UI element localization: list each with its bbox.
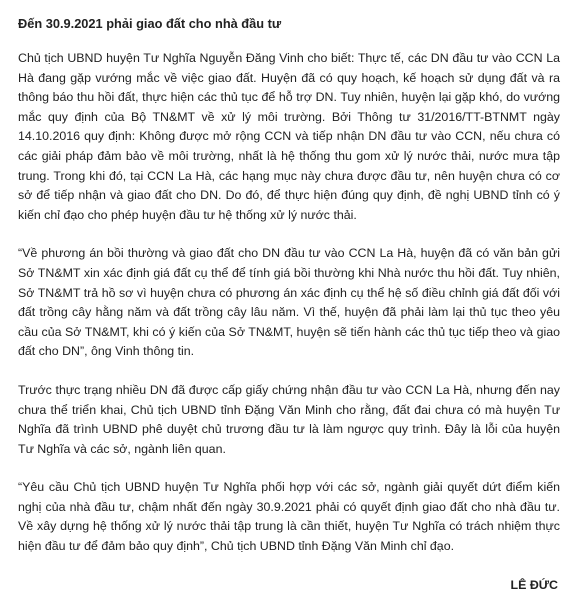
article-paragraph-2: “Về phương án bồi thường và giao đất cho DN đầu tư vào CCN La Hà, huyện đã có văn bản gửi Sở TN&MT xin xác định giá đất cụ thể để tính giá bồi thường khi Nhà nước thu hồi đất. Tuy nhiên, Sở TN&MT trả hồ sơ vì huyện chưa có phương án xác định cụ thể hệ số điều chỉnh giá đất đối với đất trồng cây hằng năm và đất trồng cây lâu năm. Vì thế, huyện đã phải làm lại thủ tục theo yêu cầu của Sở TN&MT, khi có ý kiến của Sở TN&MT, huyện sẽ tiến hành các thủ tục tiếp theo và giao đất cho DN”, ông Vinh thông tin. — [18, 246, 560, 359]
article-paragraph-3: Trước thực trạng nhiều DN đã được cấp giấy chứng nhận đầu tư vào CCN La Hà, nhưng đến nay chưa thể triển khai, Chủ tịch UBND tỉnh Đặng Văn Minh cho rằng, đất đai chưa có mà huyện Tư Nghĩa đã trình UBND phê duyệt chủ trương đầu tư là làm ngược quy trình. Đây là lỗi của huyện Tư Nghĩa và các sở, ngành liên quan. — [18, 382, 560, 456]
author-byline: LÊ ĐỨC — [510, 577, 558, 592]
article-paragraph-4: “Yêu cầu Chủ tịch UBND huyện Tư Nghĩa phối hợp với các sở, ngành giải quyết dứt điểm kiến nghị của nhà đầu tư, chậm nhất đến ngày 30.9.2021 phải có quyết định giao đất cho nhà đầu tư. Về xây dựng hệ thống xử lý nước thải tập trung là cần thiết, huyện Tư Nghĩa có trách nhiệm thực hiện đầu tư để đảm bảo quy định”, Chủ tịch UBND tỉnh Đặng Văn Minh chỉ đạo. — [18, 480, 560, 554]
article-headline: Đến 30.9.2021 phải giao đất cho nhà đầu tư — [18, 16, 282, 31]
article-paragraph-1: Chủ tịch UBND huyện Tư Nghĩa Nguyễn Đăng Vinh cho biết: Thực tế, các DN đầu tư vào CCN La Hà đang gặp vướng mắc về việc giao đất. Huyện đã có quy hoạch, kế hoạch sử dụng đất và ra thông báo thu hồi đất, thực hiện các thủ tục để hỗ trợ DN. Tuy nhiên, huyện lại gặp khó, do vướng mắc quy định của Bộ TN&MT về xử lý môi trường. Bởi Thông tư 31/2016/TT-BTNMT ngày 14.10.2016 quy định: Không được mở rộng CCN và tiếp nhận DN đầu tư vào CCN, nếu chưa có các giải pháp đảm bảo về môi trường, nhất là hệ thống thu gom xử lý nước thải, nước mưa tập trung. Trong khi đó, tại CCN La Hà, các hạng mục này chưa được đầu tư, nên huyện chưa có cơ sở để tiếp nhận và giao đất cho DN. Do đó, để thực hiện đúng quy định, đề nghị UBND tỉnh có ý kiến chỉ đạo cho phép huyện đầu tư hệ thống xử lý nước thải. — [18, 51, 560, 222]
